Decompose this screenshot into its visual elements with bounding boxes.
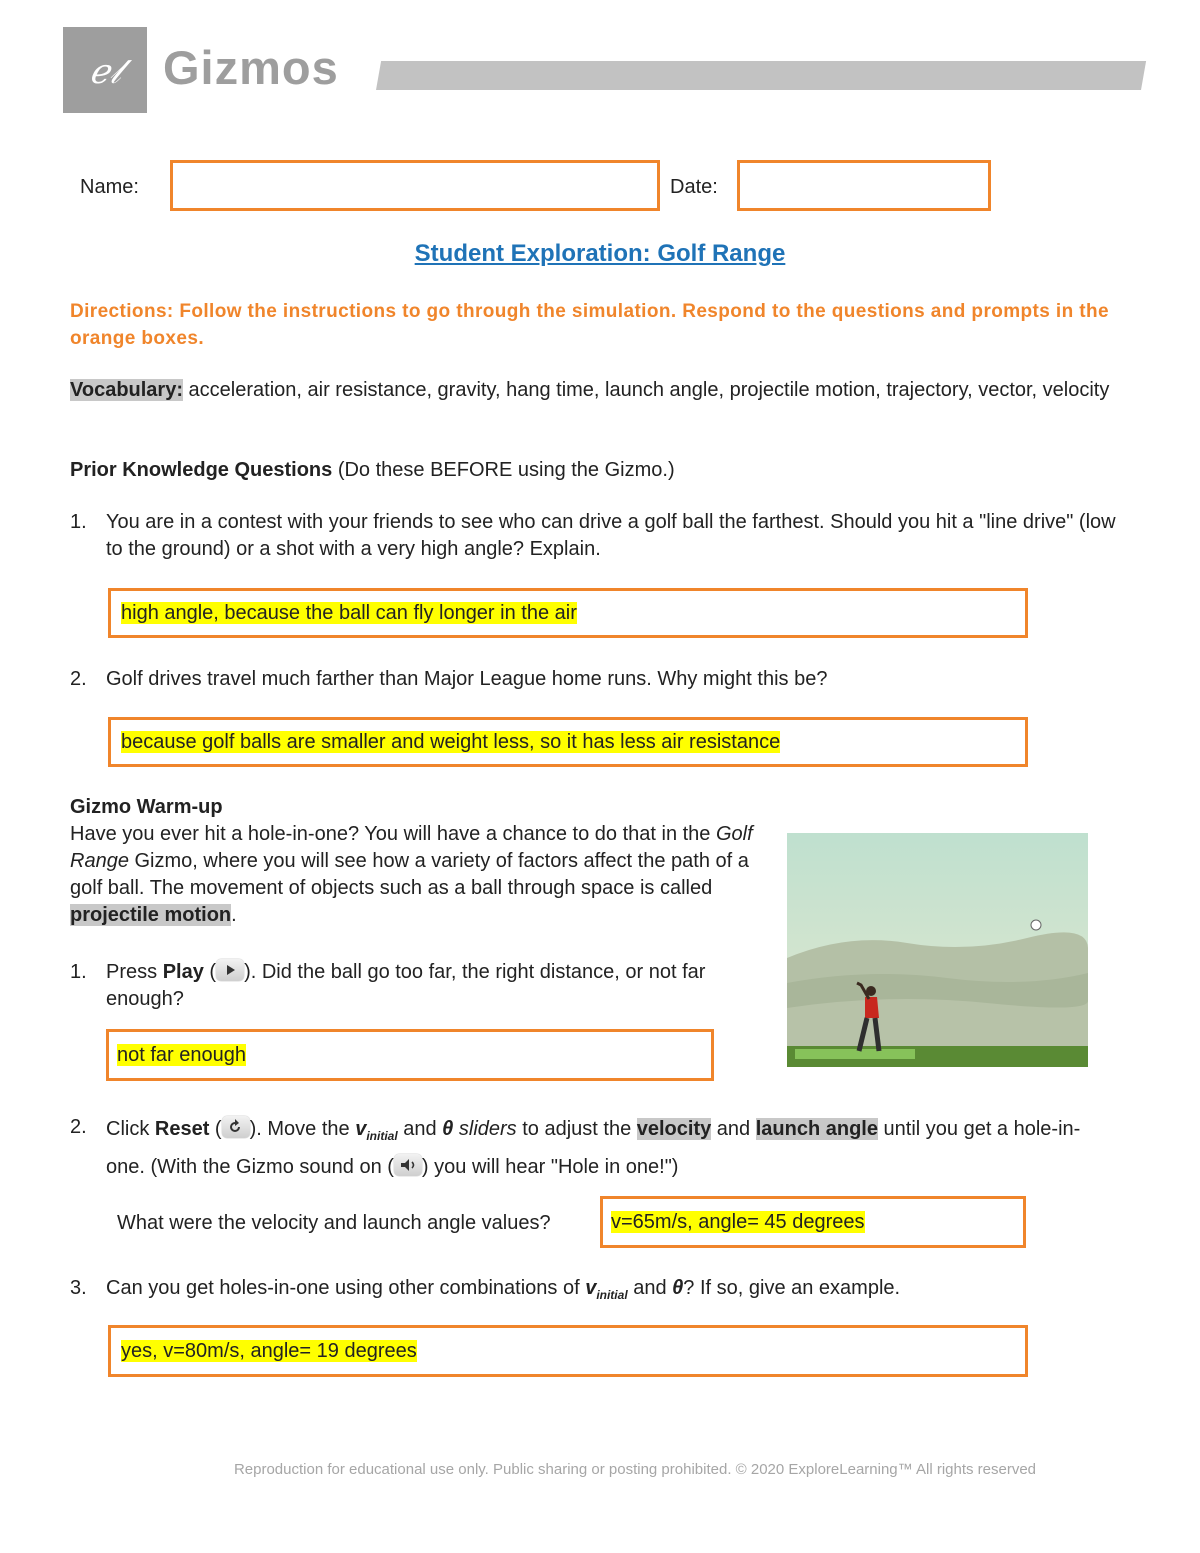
answer-box-prior-1[interactable]	[108, 588, 1028, 638]
w1-text-b: (	[203, 961, 217, 983]
question-number: 1.	[70, 961, 87, 983]
warmup-intro-end: .	[231, 904, 237, 926]
gizmo-name: Golf Range	[70, 823, 753, 872]
prior-note: (Do these BEFORE using the Gizmo.)	[332, 459, 675, 481]
warmup-intro	[70, 821, 775, 929]
svg-text:ℯ𝓁: ℯ𝓁	[89, 52, 121, 92]
warmup-intro-text-2: Gizmo, where you will see how a variety of factors affect the path of a golf ball. The movement of objects such as a ball through space is called	[70, 850, 749, 899]
answer-box-warmup-1[interactable]	[106, 1029, 714, 1081]
w2-text-d: and	[397, 1118, 443, 1140]
question-number: 1.	[70, 511, 87, 533]
warmup-question-2	[106, 1114, 1116, 1183]
w3-text-a: Can you get holes-in-one using other combinations of	[106, 1277, 586, 1299]
term-launch-angle: launch angle	[755, 1118, 878, 1140]
theta-symbol: θ	[672, 1277, 684, 1299]
sliders-word: sliders	[453, 1118, 517, 1140]
w2-text-a: Click	[106, 1118, 155, 1140]
w3-text-c: ? If so, give an example.	[683, 1277, 901, 1299]
question-number: 3.	[70, 1277, 87, 1299]
answer-text: because golf balls are smaller and weight less, so it has less air resistance	[121, 731, 781, 753]
play-label: Play	[162, 961, 204, 983]
question-number: 2.	[70, 1116, 87, 1138]
term-velocity: velocity	[636, 1118, 712, 1140]
warmup-heading: Gizmo Warm-up	[70, 796, 223, 818]
el-logo-icon	[63, 27, 147, 113]
vocabulary-list: acceleration, air resistance, gravity, hang time, launch angle, projectile motion, trajectory, vector, velocity	[183, 379, 1110, 401]
prior-question-1: You are in a contest with your friends to see who can drive a golf ball the farthest. Should you hit a "line drive" (low to the ground) or a shot with a very high angle? Explain.	[106, 511, 1116, 560]
prior-heading-text: Prior Knowledge Questions	[70, 459, 333, 481]
name-field[interactable]	[170, 160, 660, 211]
vocabulary-label: Vocabulary:	[70, 379, 183, 401]
answer-text: not far enough	[117, 1044, 246, 1066]
page-title: Student Exploration: Golf Range	[414, 240, 786, 267]
v-subscript: initial	[366, 1129, 398, 1143]
theta-symbol: θ	[442, 1118, 454, 1140]
warmup-question-3	[106, 1275, 1116, 1309]
date-field[interactable]	[737, 160, 991, 211]
v-symbol: v	[355, 1118, 367, 1140]
answer-box-warmup-3[interactable]	[108, 1325, 1028, 1377]
question-number: 2.	[70, 668, 87, 690]
tee-mat	[795, 1049, 915, 1059]
reset-icon	[222, 1116, 250, 1138]
v-symbol: v	[585, 1277, 597, 1299]
w1-text-c: ). Did the ball go too far, the right distance, or not far enough?	[106, 961, 706, 1010]
header-bar	[376, 61, 1146, 90]
golf-range-illustration	[787, 833, 1088, 1067]
golf-ball	[1031, 920, 1041, 930]
w2-text-f: and	[711, 1118, 756, 1140]
name-label: Name:	[80, 176, 139, 198]
gizmos-logo-mark	[63, 27, 147, 113]
answer-text: v=65m/s, angle= 45 degrees	[611, 1211, 865, 1233]
w2-text-e: to adjust the	[516, 1118, 637, 1140]
answer-box-warmup-2[interactable]	[600, 1196, 1026, 1248]
warmup-question-2-prompt: What were the velocity and launch angle values?	[117, 1212, 551, 1234]
warmup-intro-text: Have you ever hit a hole-in-one? You will have a chance to do that in the	[70, 823, 711, 845]
w3-text-b: and	[627, 1277, 673, 1299]
v-subscript: initial	[596, 1288, 628, 1302]
w2-text-c: ). Move the	[249, 1118, 356, 1140]
date-label: Date:	[670, 176, 718, 198]
prior-question-2: Golf drives travel much farther than Major League home runs. Why might this be?	[106, 668, 828, 690]
reset-label: Reset	[154, 1118, 210, 1140]
w2-text-g: until you get a hole-in-one. (With the Gizmo sound on (	[106, 1118, 1081, 1178]
golf-scene-svg	[787, 833, 1088, 1067]
sound-icon	[394, 1154, 422, 1176]
w2-text-h: ) you will hear "Hole in one!")	[421, 1156, 679, 1178]
vocabulary	[70, 377, 1130, 404]
directions: Directions: Follow the instructions to go through the simulation. Respond to the questions and prompts in the orange boxes.	[70, 301, 1109, 349]
w1-text-a: Press	[106, 961, 163, 983]
term-projectile-motion: projectile motion	[70, 904, 232, 926]
gizmos-logo-text: Gizmos	[163, 41, 339, 94]
answer-text: yes, v=80m/s, angle= 19 degrees	[121, 1340, 417, 1362]
answer-text: high angle, because the ball can fly longer in the air	[121, 602, 577, 624]
prior-knowledge-heading	[70, 457, 1130, 484]
w2-text-b: (	[209, 1118, 222, 1140]
play-icon	[216, 959, 244, 981]
answer-box-prior-2[interactable]	[108, 717, 1028, 767]
footer-copyright: Reproduction for educational use only. Public sharing or posting prohibited. © 2020 ExploreLearning™ All rights reserved	[233, 1461, 1037, 1478]
warmup-question-1	[106, 959, 726, 1013]
